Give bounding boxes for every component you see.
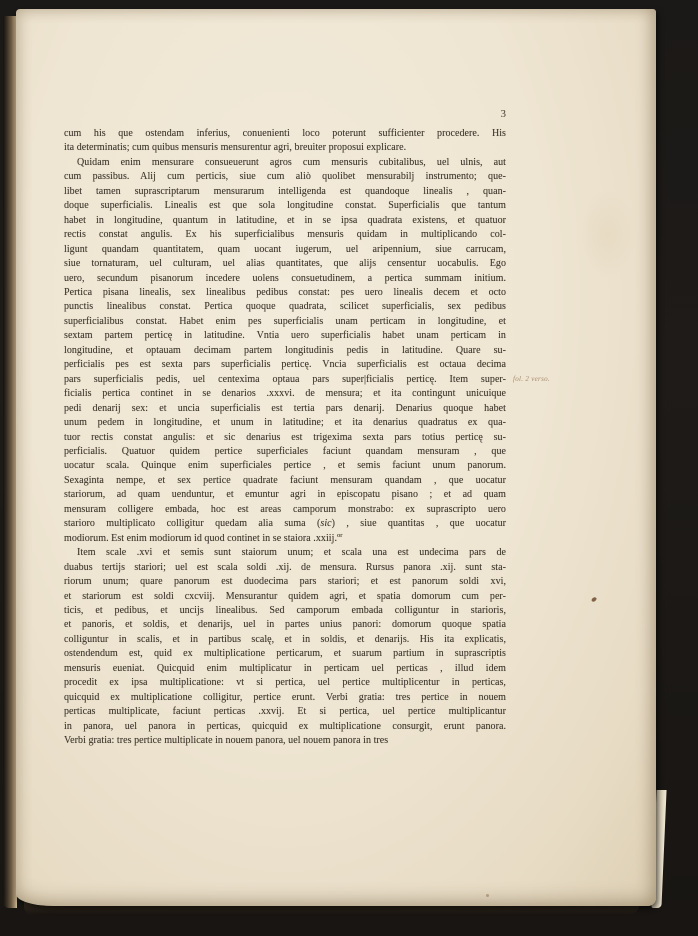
folio-margin-note: fol. 2 verso.	[513, 375, 550, 383]
text-line: ticis, et pedibus, et uncijs linealibus. Sed camporum embada colliguntur in starioris,	[64, 604, 506, 616]
text-line: longitudine, et optauam decimam partem longitudinis pedis in latitudine. Quare su-	[64, 344, 506, 356]
stain-speck	[486, 894, 489, 897]
text-line: rectis constat angulis. Ex his superficialibus mensuris quidam in multiplicando col-	[64, 229, 506, 241]
text-line: duabus tertijs stariori; uel est scala soldi .xij. de mensura. Rursus panora .xij. sunt sta-	[64, 561, 506, 573]
text-line: riorum unum; quare panorum est duodecima pars stariori; et est panorum soldi xvi,	[64, 576, 506, 588]
text-line: libet tamen suprascriptarum mensurarum intelligenda est quandoque linealis , quan-	[64, 185, 506, 197]
text-line: unum pedem in longitudine, et unum in latitudine; et ita denarius quadratus ex qua-	[64, 417, 506, 429]
text-line: superficialibus constat. Habet enim pes superficialis unam perticam in longitudine, et	[64, 315, 506, 327]
foxing-stain	[576, 189, 636, 279]
text-line: quicquid ex multiplicatione colligitur, pertice erunt. Verbi gratia: tres pertice in nouem	[64, 691, 506, 703]
text-line: et panoris, et soldis, et denarijs, uel in partes unius panori: domorum quoque spatia	[64, 619, 506, 631]
text-line: ita determinatis; cum quibus mensuris mensurentur agri, breuiter proposui explicare.	[64, 142, 407, 154]
text-line: perficialis. Quatuor quidem pertice superficiales faciunt quandam mensuram , que	[64, 445, 506, 457]
text-block	[64, 127, 506, 748]
text-line: cum passibus. Alij cum perticis, siue cum aliò quolibet mensurabilj instrumento; que-	[64, 171, 506, 183]
text-line: starioro multiplicato colligitur quedam alia suma (sic) , siue quantitas , que uocatur	[64, 518, 506, 530]
text-line: Item scale .xvi et semis sunt staiorum unum; et scala una est undecima pars de	[77, 547, 506, 559]
text-line: perficialis pes est sexta pars superficialis perticę. Vncia superficialis est octaua decima	[64, 359, 506, 371]
text-line: mensuram colligere embada, hoc est areas camporum monstrabo: ex suprascripto uero	[64, 503, 506, 515]
text-line: sextam partem perticę in latitudine. Vntia uero superficialis habet unam perticam in	[64, 330, 506, 342]
text-line: et stariorum est soldi cxcviij. Mensurantur quidem agri, et spatia domorum cum per-	[64, 590, 506, 602]
paragraph	[64, 546, 506, 748]
text-line: Quidam enim mensurare consueuerunt agros cum mensuris cubitalibus, uel ulnis, aut	[77, 156, 506, 168]
paragraph	[64, 127, 506, 156]
text-line: stariorum, ad quam uenduntur, et emuntur agri in episcopatu pisano ; et ad quam	[64, 489, 506, 501]
text-line: ostendendum est, quid ex multiplicatione perticarum, et suarum partium in suprascriptis	[64, 648, 506, 660]
page-number: 3	[500, 108, 506, 120]
text-line: tuor rectis constat angulis: et sic denarius est trigexima sexta pars totius perticę su-	[64, 431, 506, 443]
text-line: mensuris eueniat. Quicquid enim multiplicatur in perticam uel perticas , illud idem	[64, 662, 506, 674]
text-line: uero, secundum pisanorum incedere uolens consuetudinem, a pertica summam initium.	[64, 272, 506, 284]
text-line: procedit ex ipsa multiplicatione: vt si pertica, uel pertice multiplicentur in perticas,	[64, 677, 506, 689]
text-line: modiorum. Est enim modiorum id quod continet in se staiora .xxiij.$^{or}$	[64, 531, 343, 544]
paragraph	[64, 156, 506, 546]
text-line: Verbi gratia: tres pertice multiplicate in nouem panora, uel nouem panora in tres	[64, 735, 389, 747]
text-line: ficialis pertica continet in se denarios .xxxvi. de mensura; et ita contingunt unicuique	[64, 388, 506, 400]
text-line: Sexaginta nempe, et sex pertice quadrate faciunt mensuram quandam , que uocatur	[64, 474, 506, 486]
text-line: pedi denarij sex: et uncia superficialis est tertia pars denarij. Denarius quoque habet	[64, 402, 506, 414]
text-line: Pertica pisana linealis, sex linealibus pedibus constat: pes uero linealis decem et octo	[64, 286, 506, 298]
text-line: perticas multiplicate, faciunt perticas .xxvij. Et si pertica, uel pertice multiplicantur	[64, 706, 506, 718]
text-line: colliguntur in scalis, et in partibus scalę, et in soldis, et denarijs. His ita explicatis,	[64, 633, 506, 645]
text-line: habet in longitudine, quantum in latitudine, et in se ipsa quadrata existens, et quatuor	[64, 214, 506, 226]
text-line: uocatur scala. Quinque enim superficiales pertice , et semis faciunt unum panorum.	[64, 460, 506, 472]
text-line: pars superficialis pedis, uel centexima optaua pars super|ficialis perticę. Item super-	[64, 373, 506, 385]
paper-page	[16, 9, 656, 906]
text-line: in panora, uel panora in perticas, quicquid ex multiplicatione consurgit, erunt panora.	[64, 720, 506, 732]
text-line: punctis linealibus constat. Pertica quoque quadrata, scilicet superficialis, sex pedibus	[64, 301, 506, 313]
text-line: ligunt quandam quantitatem, quam uocant iugerum, uel aripennium, siue carrucam,	[64, 243, 506, 255]
book-page-edges	[3, 16, 17, 908]
stain-speck	[591, 596, 597, 602]
text-line: doque superficialis. Linealis est que sola longitudine constat. Superficialis que tantum	[64, 200, 506, 212]
text-line: cum his que ostendam inferius, conuenienti loco poterunt sufficienter procedere. His	[64, 128, 506, 139]
text-line: siue tornaturam, uel culturam, uel alias quantitates, que alijs censentur uocabulis. Ego	[64, 258, 506, 270]
